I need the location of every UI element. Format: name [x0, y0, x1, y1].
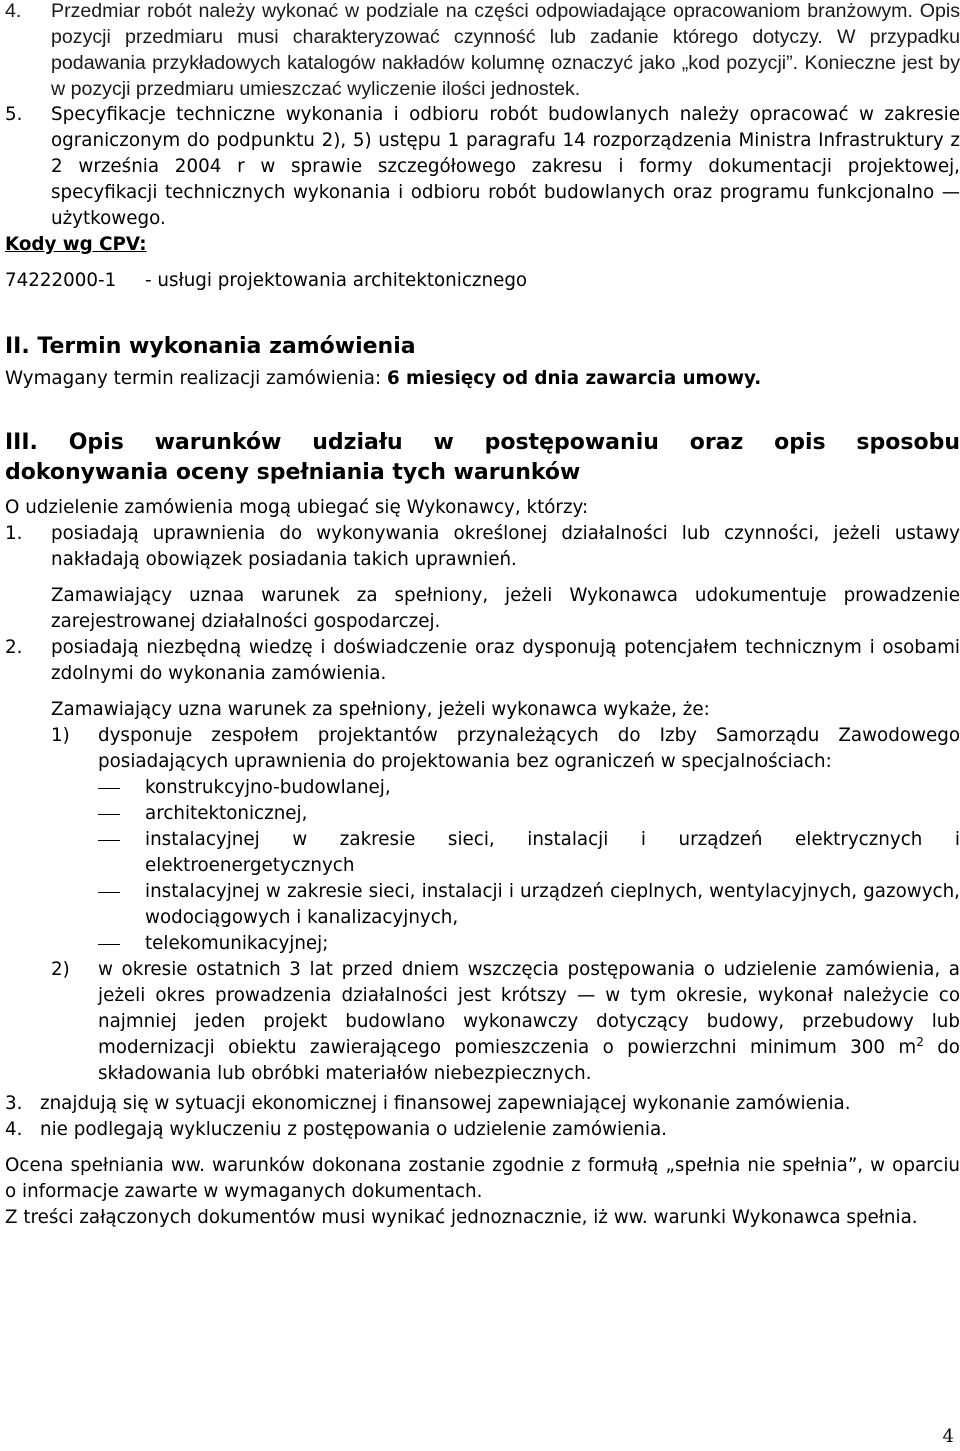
section-iii-heading-line1: III. Opis warunków udziału w postępowaniu oraz opis sposobu [5, 430, 960, 455]
document-page [5, 0, 960, 1231]
list-number: 5. [5, 104, 23, 125]
list-number: 2. [5, 637, 23, 658]
sub-item-text-part: w okresie ostatnich 3 lat przed dniem wszczęcia postępowania o udzielenie zamówienia, a jeżeli okres prowadzenia działalności jest krótszy — w tym okresie, wykonał należycie co najmniej jeden projekt budowlano wykonawczy dotyczący budowy, przebudowy lub modernizacji obiektu zawierającego pomieszczenia o powierzchni minimum 300 m [98, 959, 960, 1058]
specialty-text: instalacyjnej w zakresie sieci, instalacji i urządzeń cieplnych, wentylacyjnych, gazowych, wodociągowych i kanalizacyjnych, [145, 881, 960, 928]
specialty-item [98, 879, 960, 931]
condition-2 [5, 635, 960, 687]
section-ii-heading: II. Termin wykonania zamówienia [5, 334, 416, 359]
page-number: 4 [942, 1426, 954, 1447]
sub-item-1 [51, 723, 960, 775]
dash-bullet [98, 801, 145, 827]
sub-item-2 [51, 957, 960, 1087]
list-item-text: posiadają uprawnienia do wykonywania określonej działalności lub czynności, jeżeli ustawy nakładają obowiązek posiadania takich uprawnień. [51, 523, 960, 570]
cpv-code: 74222000-1 [5, 270, 117, 291]
evaluation-paragraph: Z treści załączonych dokumentów musi wynikać jednoznacznie, iż ww. warunki Wykonawca spełnia. [5, 1207, 918, 1228]
dash-bullet [98, 879, 145, 931]
specialty-text: konstrukcyjno-budowlanej, [145, 777, 391, 798]
specialty-item [98, 827, 960, 879]
list-item-5 [5, 102, 960, 232]
dash-bullet [98, 775, 145, 801]
list-item-text: Przedmiar robót należy wykonać w podziale na części odpowiadające opracowaniom branżowym. Opis pozycji przedmiaru musi charakteryzować czynność lub zadanie którego dotyczy. W przypadku podawania przykładowych katalogów nakładów kolumnę oznaczyć jako „kod pozycji”. Konieczne jest by w pozycji przedmiaru umieszczać wyliczenie ilości jednostek. [51, 0, 960, 100]
deadline-value: 6 miesięcy od dnia zawarcia umowy. [386, 368, 762, 389]
list-item-text: znajdują się w sytuacji ekonomicznej i finansowej zapewniającej wykonanie zamówienia. [40, 1093, 851, 1114]
specialty-text: instalacyjnej w zakresie sieci, instalacji i urządzeń elektrycznych i elektroenergetycznych [145, 829, 960, 876]
list-number: 4. [5, 1119, 23, 1140]
cpv-row [5, 268, 960, 294]
cpv-heading: Kody wg CPV: [5, 234, 147, 255]
condition-3 [5, 1091, 960, 1117]
list-number: 4. [5, 0, 22, 22]
list-item-text: posiadają niezbędną wiedzę i doświadczenie oraz dysponują potencjałem technicznym i osobami zdolnymi do wykonania zamówienia. [51, 637, 960, 684]
list-number: 1. [5, 523, 23, 544]
evaluation-paragraph: Ocena spełniania ww. warunków dokonana zostanie zgodnie z formułą „spełnia nie spełnia”, w oparciu o informacje zawarte w wymaganych dokumentach. [5, 1155, 960, 1202]
sub-item-text [98, 957, 960, 1087]
specialty-text: architektonicznej, [145, 803, 308, 824]
specialty-item [98, 931, 960, 957]
cpv-description: - usługi projektowania architektonicznego [145, 270, 528, 291]
specialty-item [98, 775, 960, 801]
specialty-item [98, 801, 960, 827]
condition-1 [5, 521, 960, 573]
specialty-text: telekomunikacyjnej; [145, 933, 329, 954]
sub-item-text: dysponuje zespołem projektantów przynależących do Izby Samorządu Zawodowego posiadających uprawnienia do projektowania bez ograniczeń w specjalnościach: [98, 725, 960, 772]
section-iii-intro: O udzielenie zamówienia mogą ubiegać się Wykonawcy, którzy: [5, 497, 589, 518]
dash-bullet [98, 931, 145, 957]
condition-1-note: Zamawiający uznaa warunek za spełniony, jeżeli Wykonawca udokumentuje prowadzenie zarejestrowanej działalności gospodarczej. [51, 585, 960, 632]
list-item-text: Specyfikacje techniczne wykonania i odbioru robót budowlanych należy opracować w zakresie ograniczonym do podpunktu 2), 5) ustępu 1 paragrafu 14 rozporządzenia Ministra Infrastruktury z 2 września 2004 r w sprawie szczegółowego zakresu i formy dokumentacji projektowej, specyfikacji technicznych wykonania i odbioru robót budowlanych oraz programu funkcjonalno — użytkowego. [51, 104, 960, 229]
list-item-text: nie podlegają wykluczeniu z postępowania o udzielenie zamówienia. [40, 1119, 667, 1140]
superscript: 2 [916, 1034, 924, 1049]
sub-item-text-part: do składowania lub obróbki materiałów niebezpiecznych. [98, 1037, 960, 1084]
list-item-4 [5, 0, 960, 102]
condition-2-note: Zamawiający uzna warunek za spełniony, jeżeli wykonawca wykaże, że: [51, 699, 710, 720]
list-number: 3. [5, 1093, 23, 1114]
sub-number: 2) [51, 959, 70, 980]
section-iii-heading-line2: dokonywania oceny spełniania tych warunków [5, 460, 581, 485]
section-ii-text [5, 366, 960, 392]
condition-4 [5, 1117, 960, 1143]
sub-number: 1) [51, 725, 70, 746]
dash-bullet [98, 827, 145, 879]
section-iii-heading [5, 428, 960, 458]
deadline-label: Wymagany termin realizacji zamówienia: [5, 368, 387, 389]
